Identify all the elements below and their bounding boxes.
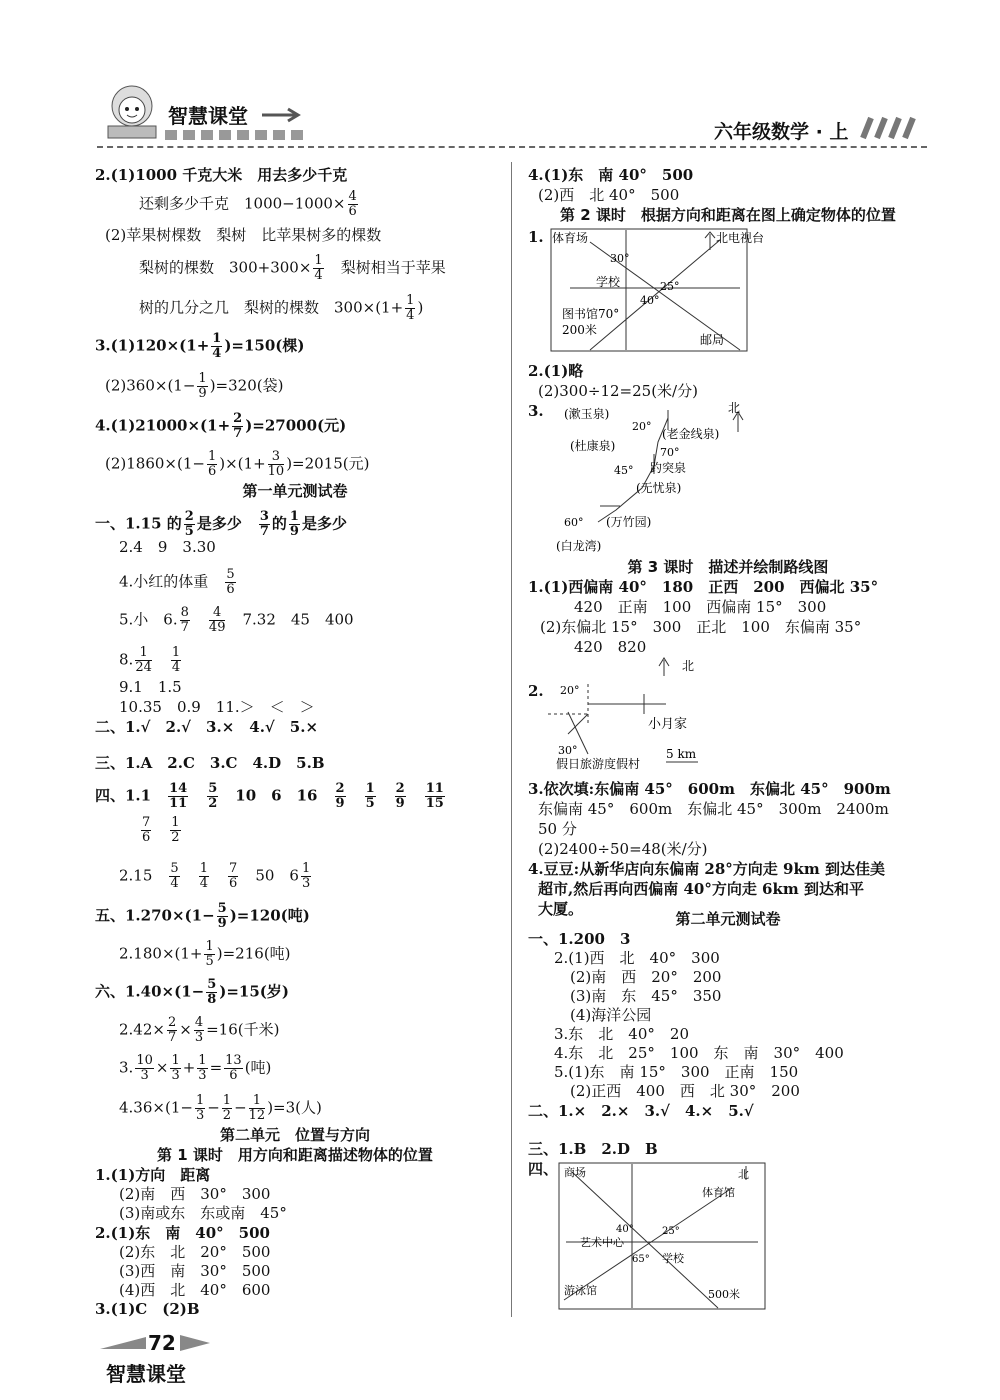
- brand-title: 智慧课堂: [168, 104, 248, 128]
- svg-text:假日旅游度假村: 假日旅游度假村: [556, 757, 641, 771]
- svg-text:45°: 45°: [614, 464, 634, 477]
- svg-text:30°: 30°: [558, 744, 578, 757]
- answer-line: (2)300÷12=25(米/分): [538, 382, 698, 400]
- answer-line: 2.(1)西 北 40° 300: [554, 949, 720, 967]
- svg-text:(万竹园): (万竹园): [606, 515, 652, 529]
- slash-decoration: [855, 116, 925, 144]
- answer-line: 4.(1)21000×(1+ $\frac{2}{7}$ )=27000(元): [95, 411, 347, 441]
- answer-line: 420 正南 100 西偏南 15° 300: [574, 598, 827, 616]
- answer-line: (2)东偏北 15° 300 正北 100 东偏南 35°: [540, 618, 862, 636]
- svg-text:商场: 商场: [564, 1166, 586, 1179]
- svg-text:趵突泉: 趵突泉: [650, 461, 687, 475]
- answer-line: (2)东 北 20° 500: [119, 1243, 271, 1261]
- svg-text:40°: 40°: [640, 294, 660, 307]
- answer-line: (2)正西 400 西 北 30° 200: [570, 1082, 800, 1100]
- answer-line: (2)西 北 40° 500: [538, 186, 680, 204]
- answer-line: 2.(1)东 南 40° 500: [95, 1224, 270, 1242]
- answer-line: 2.: [528, 682, 544, 700]
- header-squares: [165, 128, 315, 146]
- svg-text:艺术中心: 艺术中心: [580, 1236, 624, 1249]
- svg-text:(无忧泉): (无忧泉): [636, 481, 682, 495]
- answer-line: 50 分: [538, 820, 577, 838]
- answer-line: (4)海洋公园: [570, 1006, 652, 1024]
- answer-line: 三、1.B 2.D B: [528, 1140, 658, 1158]
- answer-line: 还剩多少千克 1000−1000× $\frac{4}{6}$: [139, 189, 357, 219]
- svg-text:65°: 65°: [632, 1254, 650, 1265]
- svg-text:体育馆: 体育馆: [702, 1186, 735, 1199]
- answer-line: 4.(1)东 南 40° 500: [528, 166, 694, 184]
- svg-text:图书馆70°: 图书馆70°: [562, 307, 620, 321]
- answer-line: 3.东 北 40° 20: [554, 1025, 689, 1043]
- answer-line: 二、1.√ 2.√ 3.× 4.√ 5.×: [95, 718, 319, 736]
- grade-title: 六年级数学 · 上: [714, 121, 849, 143]
- svg-text:北电视台: 北电视台: [716, 231, 765, 245]
- svg-text:30°: 30°: [610, 252, 630, 265]
- footer-arrow-right: [180, 1333, 214, 1355]
- route-map-village: [548, 654, 748, 774]
- answer-line: 5.小 6. $\frac{8}{7}$ $\frac{4}{49}$ 7.32 45 400: [119, 605, 354, 635]
- answer-line: $\frac{7}{6}$ $\frac{1}{2}$: [142, 815, 180, 845]
- answer-line: 五、1.270×(1− $\frac{5}{9}$ )=120(吨): [95, 901, 310, 931]
- svg-text:学校: 学校: [596, 275, 621, 289]
- answer-line: 3.(1)C (2)B: [95, 1300, 200, 1318]
- svg-text:200米: 200米: [562, 323, 597, 337]
- answer-line: 六、1.40×(1− $\frac{5}{8}$ )=15(岁): [95, 977, 289, 1007]
- answer-line: 2.4 9 3.30: [119, 538, 216, 556]
- svg-text:5 km: 5 km: [666, 747, 697, 761]
- answer-line: 2.15 $\frac{5}{4}$ $\frac{1}{4}$ $\frac{7}{6}$ 50 6 $\frac{1}{3}$: [119, 861, 311, 891]
- answer-line: 四、1.1 $\frac{14}{11}$ $\frac{5}{2}$ 10 6 16 $\frac{2}{9}$ $\frac{1}{5}$ $\frac{2}{9}$ $\frac{11}{15}$: [95, 781, 444, 811]
- answer-line: 大厦。: [538, 900, 584, 918]
- svg-text:体育场: 体育场: [552, 231, 589, 245]
- answer-line: 4.小红的体重 $\frac{5}{6}$: [119, 567, 235, 597]
- section-title: 第一单元测试卷: [242, 482, 348, 500]
- svg-text:北: 北: [682, 659, 695, 673]
- direction-map-1: [550, 228, 765, 358]
- answer-line: 4.东 北 25° 100 东 南 30° 400: [554, 1044, 844, 1062]
- answer-line: (2)苹果树棵数 梨树 比苹果树多的棵数: [105, 226, 382, 244]
- svg-text:(白龙湾): (白龙湾): [556, 539, 602, 553]
- answer-line: 一、1.15 的 $\frac{2}{5}$ 是多少 $\frac{3}{7}$ 的 $\frac{1}{9}$ 是多少: [95, 509, 347, 539]
- answer-line: 4.豆豆:从新华店向东偏南 28°方向走 9km 到达佳美: [528, 860, 885, 878]
- section-title: 第二单元 位置与方向: [219, 1126, 370, 1144]
- svg-text:25°: 25°: [662, 1226, 680, 1237]
- section-title: 第 2 课时 根据方向和距离在图上确定物体的位置: [560, 206, 896, 224]
- answer-line: (2)南 西 20° 200: [570, 968, 722, 986]
- footer-arrow-left: [100, 1333, 150, 1355]
- svg-text:(杜康泉): (杜康泉): [570, 439, 616, 453]
- section-title: 第 1 课时 用方向和距离描述物体的位置: [157, 1146, 433, 1164]
- svg-text:小月家: 小月家: [648, 717, 688, 732]
- answer-line: 2.42× $\frac{2}{7}$ × $\frac{4}{3}$ =16(千米): [119, 1015, 280, 1045]
- mascot-logo: [98, 82, 168, 146]
- answer-line: 4.36×(1− $\frac{1}{3}$ − $\frac{1}{2}$ − $\frac{1}{12}$ )=3(人): [119, 1093, 322, 1123]
- answer-line: 2.(1)略: [528, 362, 584, 380]
- footer-brand: 智慧课堂: [106, 1362, 186, 1386]
- answer-line: 2.180×(1+ $\frac{1}{5}$ )=216(吨): [119, 939, 291, 969]
- answer-line: 四、: [528, 1160, 559, 1178]
- header-divider: [97, 146, 927, 148]
- answer-line: 二、1.× 2.× 3.√ 4.× 5.√: [528, 1102, 754, 1120]
- direction-map-4: [558, 1162, 768, 1316]
- answer-line: 420 820: [574, 638, 647, 656]
- answer-line: 1.(1)方向 距离: [95, 1166, 211, 1184]
- answer-line: (3)南 东 45° 350: [570, 987, 722, 1005]
- answer-line: 9.1 1.5: [119, 678, 182, 696]
- page-number: 72: [148, 1331, 176, 1355]
- svg-text:北: 北: [738, 1168, 749, 1181]
- section-title: 第 3 课时 描述并绘制路线图: [627, 558, 829, 576]
- svg-text:20°: 20°: [632, 420, 652, 433]
- answer-line: 1.(1)西偏南 40° 180 正西 200 西偏北 35°: [528, 578, 879, 596]
- answer-line: 1.: [528, 228, 544, 246]
- svg-text:500米: 500米: [708, 1288, 740, 1301]
- svg-text:40°: 40°: [616, 1224, 634, 1235]
- answer-line: (2)南 西 30° 300: [119, 1185, 271, 1203]
- svg-text:游泳馆: 游泳馆: [564, 1284, 597, 1297]
- answer-line: 3.(1)120×(1+ $\frac{1}{4}$ )=150(棵): [95, 331, 305, 361]
- svg-text:70°: 70°: [660, 446, 680, 459]
- answer-line: 东偏南 45° 600m 东偏北 45° 300m 2400m: [538, 800, 889, 818]
- svg-text:北: 北: [728, 401, 741, 415]
- answer-line: 3.依次填:东偏南 45° 600m 东偏北 45° 900m: [528, 780, 891, 798]
- answer-line: (2)360×(1− $\frac{1}{9}$ )=320(袋): [105, 371, 284, 401]
- answer-line: 三、1.A 2.C 3.C 4.D 5.B: [95, 754, 325, 772]
- answer-line: (3)南或东 东或南 45°: [119, 1204, 287, 1222]
- svg-text:(漱玉泉): (漱玉泉): [564, 407, 610, 421]
- column-divider: [511, 162, 512, 1317]
- answer-line: 3.: [528, 402, 544, 420]
- answer-line: (3)西 南 30° 500: [119, 1262, 271, 1280]
- svg-text:20°: 20°: [560, 684, 580, 697]
- section-title: 第二单元测试卷: [675, 910, 781, 928]
- answer-line: 10.35 0.9 11.＞ ＜ ＞: [119, 698, 315, 716]
- answer-line: 8. $\frac{1}{24}$ $\frac{1}{4}$: [119, 645, 181, 675]
- svg-text:60°: 60°: [564, 516, 584, 529]
- answer-line: 一、1.200 3: [528, 930, 631, 948]
- answer-line: 梨树的棵数 300+300× $\frac{1}{4}$ 梨树相当于苹果: [139, 253, 446, 283]
- svg-text:学校: 学校: [662, 1252, 684, 1265]
- answer-line: (2)1860×(1− $\frac{1}{6}$ )×(1+ $\frac{3}{10}$ )=2015(元): [105, 449, 370, 479]
- answer-line: 超市,然后再向西偏南 40°方向走 6km 到达和平: [538, 880, 864, 898]
- answer-line: 5.(1)东 南 15° 300 正南 150: [554, 1063, 799, 1081]
- svg-text:25°: 25°: [660, 280, 680, 293]
- answer-line: (4)西 北 40° 600: [119, 1281, 271, 1299]
- answer-line: 3. $\frac{10}{3}$ × $\frac{1}{3}$ + $\frac{1}{3}$ = $\frac{13}{6}$ (吨): [119, 1053, 272, 1083]
- svg-text:邮局: 邮局: [700, 333, 725, 347]
- arrow-icon: [262, 108, 306, 126]
- answer-line: (2)2400÷50=48(米/分): [538, 840, 708, 858]
- answer-line: 2.(1)1000 千克大米 用去多少千克: [95, 166, 348, 184]
- route-map-springs: [550, 402, 770, 558]
- answer-line: 树的几分之几 梨树的棵数 300×(1+ $\frac{1}{4}$ ): [139, 293, 424, 323]
- svg-text:(老金线泉): (老金线泉): [662, 427, 720, 441]
